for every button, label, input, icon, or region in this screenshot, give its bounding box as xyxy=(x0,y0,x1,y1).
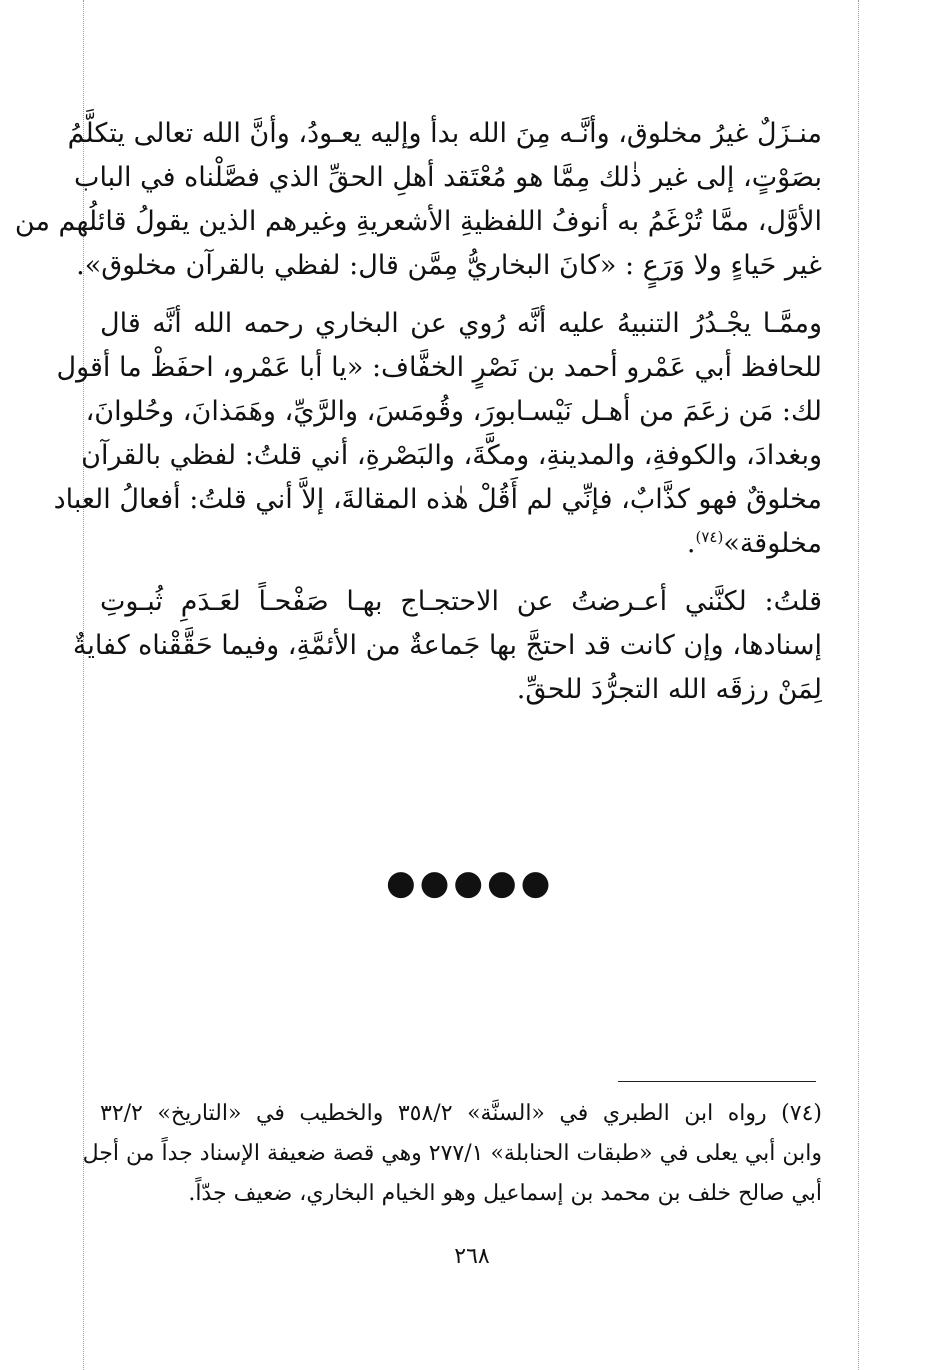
section-divider-dots: ●●●●● xyxy=(386,863,555,903)
footnote-reference[interactable]: (٧٤) xyxy=(695,528,724,546)
text-line: قلتُ: لكنَّني أعـرضتُ عن الاحتجـاج بهـا صَفْحـاً لعَـدَمِ ثُبـوتِ xyxy=(100,586,822,617)
footnote-line: وابن أبي يعلى في «طبقات الحنابلة» ٢٧٧/١ وهي قصة ضعيفة الإسناد جداً من أجل xyxy=(82,1141,822,1166)
paragraph-3 xyxy=(72,580,822,712)
text-line: بصَوْتٍ، إلى غير ذٰلك مِمَّا هو مُعْتَقد أهلِ الحقِّ الذي فصَّلْناه في الباب xyxy=(74,162,822,193)
text-line-with-footnote xyxy=(100,522,822,566)
paragraph-2 xyxy=(53,302,822,566)
footnotes xyxy=(82,1094,823,1214)
text-line: منـزَلٌ غيرُ مخلوق، وأنَّـه مِنَ الله بدأ وإليه يعـودُ، وأنَّ الله تعالى يتكلَّمُ xyxy=(67,118,822,149)
sentence-end: . xyxy=(686,528,696,559)
text-line: للحافظ أبي عَمْرو أحمد بن نَصْرٍ الخفَّاف: «يا أبا عَمْرو، احفَظْ ما أقول xyxy=(56,352,822,383)
text-line: غير حَياءٍ ولا وَرَعٍ : «كانَ البخاريُّ مِمَّن قال: لفظي بالقرآن مخلوق». xyxy=(76,250,822,281)
text-line: الأوَّل، ممَّا تُرْغَمُ به أنوفُ اللفظيةِ الأشعريةِ وغيرهم الذين يقولُ قائلُهم من xyxy=(14,206,822,237)
text-fragment: مخلوقة» xyxy=(723,528,822,559)
footnote-line: أبي صالح خلف بن محمد بن إسماعيل وهو الخيام البخاري، ضعيف جدّاً. xyxy=(188,1181,822,1206)
text-line: وبغدادَ، والكوفةِ، والمدينةِ، ومكَّةَ، والبَصْرةِ، أني قلتُ: لفظي بالقرآن xyxy=(81,440,822,471)
page-number: ٢٦٨ xyxy=(454,1244,490,1269)
text-line: إسنادها، وإن كانت قد احتجَّ بها جَماعةٌ من الأئمَّةِ، وفيما حَقَّقْناه كفايةٌ xyxy=(72,630,822,661)
paragraph-1 xyxy=(14,112,822,288)
main-text xyxy=(14,112,822,726)
text-line: لك: مَن زعَمَ من أهـل نَيْسـابورَ، وقُومَسَ، والرَّيِّ، وهَمَذانَ، وحُلوانَ، xyxy=(85,396,822,427)
footnote-line: (٧٤) رواه ابن الطبري في «السنَّة» ٣٥٨/٢ والخطيب في «التاريخ» ٣٢/٢ xyxy=(100,1101,823,1126)
text-line: مخلوقٌ فهو كذَّابٌ، فإنِّي لم أَقُلْ هٰذه المقالةَ، إلاَّ أني قلتُ: أفعالُ العباد xyxy=(53,484,822,515)
page-fold-line-right xyxy=(858,0,859,1370)
text-line: وممَّـا يجْـدُرُ التنبيهُ عليه أنَّه رُوي عن البخاري رحمه الله أنَّه قال xyxy=(100,308,822,339)
text-line: لِمَنْ رزقَه الله التجرُّدَ للحقِّ. xyxy=(516,674,822,705)
footnote-separator xyxy=(618,1081,816,1082)
